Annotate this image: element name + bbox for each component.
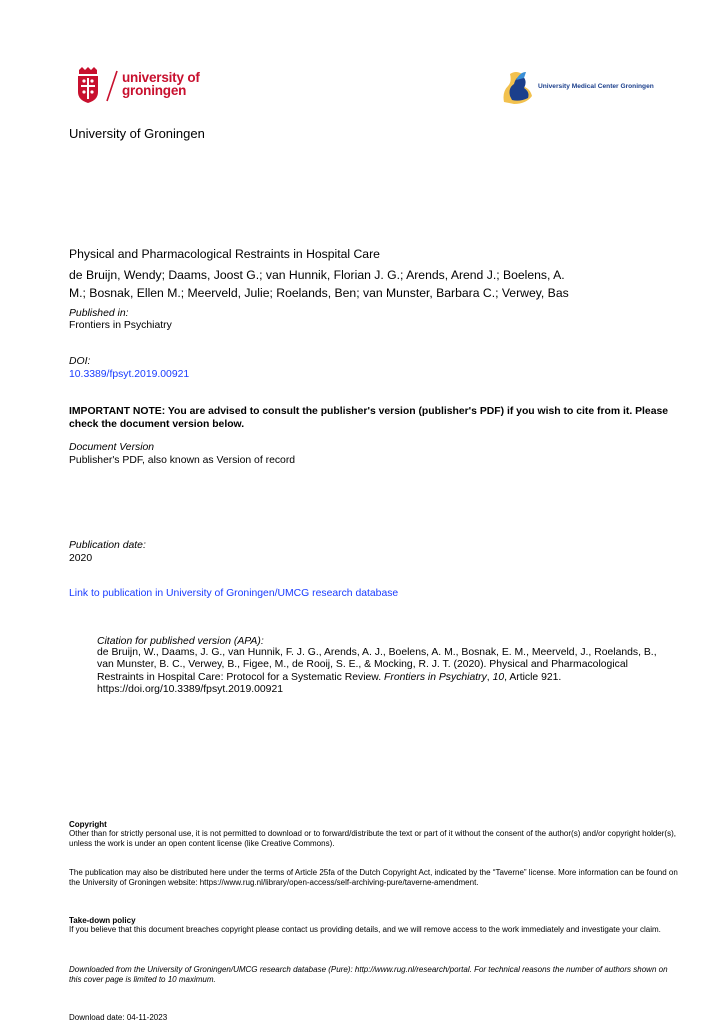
document-version-value: Publisher's PDF, also known as Version of record — [69, 455, 296, 466]
published-in-label: Published in: — [69, 308, 129, 319]
rug-wordmark-line2: groningen — [122, 83, 187, 98]
umcg-wordmark: University Medical Center Groningen — [538, 83, 654, 90]
citation-label: Citation for published version (APA): — [97, 636, 264, 647]
rug-wordmark — [122, 71, 200, 97]
citation-text — [97, 647, 667, 697]
publication-database-link[interactable]: Link to publication in University of Groningen/UMCG research database — [69, 588, 399, 599]
published-in-value: Frontiers in Psychiatry — [69, 320, 172, 331]
footer-note: Downloaded from the University of Groningen/UMCG research database (Pure): http://www.rug.nl/research/portal. For technical reasons the number of authors shown on this cover page is limited to 10 maximum. — [69, 965, 668, 984]
citation-part2: , Article 921. https://doi.org/10.3389/fpsyt.2019.00921 — [97, 671, 562, 696]
doi-label: DOI: — [69, 356, 91, 367]
important-note: IMPORTANT NOTE: You are advised to consult the publisher's version (publisher's PDF) if you wish to cite from it. Please check the document version below. — [69, 406, 669, 430]
takedown-text: If you believe that this document breaches copyright please contact us providing details, and we will remove access to the work immediately and investigate your claim. — [69, 925, 661, 934]
citation-separator: , — [486, 671, 493, 683]
download-date: Download date: 04-11-2023 — [69, 1013, 168, 1022]
publication-date-label: Publication date: — [69, 540, 146, 551]
rug-crest-icon — [76, 66, 100, 104]
publication-date-value: 2020 — [69, 553, 93, 564]
copyright-text: Other than for strictly personal use, it is not permitted to download or to forward/distribute the text or part of it without the consent of the author(s) and/or copyright holder(s), unless the work is under an open content license (like Creative Commons). — [69, 829, 676, 848]
takedown-heading: Take-down policy — [69, 916, 136, 925]
citation-journal: Frontiers in Psychiatry — [384, 671, 487, 683]
rug-logo — [76, 66, 216, 106]
authors-line-1: de Bruijn, Wendy; Daams, Joost G.; van Hunnik, Florian J. G.; Arends, Arend J.; Boelens, A. — [69, 268, 565, 282]
copyright-heading: Copyright — [69, 820, 107, 829]
publication-title: Physical and Pharmacological Restraints in Hospital Care — [69, 247, 380, 261]
citation-part1: de Bruijn, W., Daams, J. G., van Hunnik, F. J. G., Arends, A. J., Boelens, A. M., Bosnak, E. M., Meerveld, J., Roelands, B., van Munster, B. C., Verwey, B., Figee, M., de Rooij, S. E., & Mocking, R. J. T. (2020). Physical and Pharmacological Restraints in Hospital Care: Protocol for a Systematic Review. — [97, 647, 657, 683]
doi-link[interactable]: 10.3389/fpsyt.2019.00921 — [69, 369, 190, 380]
document-version-label: Document Version — [69, 442, 155, 453]
rug-slash-icon — [105, 70, 119, 102]
institution-name: University of Groningen — [69, 126, 205, 141]
authors-line-2: M.; Bosnak, Ellen M.; Meerveld, Julie; Roelands, Ben; van Munster, Barbara C.; Verwey, Bas — [69, 286, 569, 300]
taverne-text: The publication may also be distributed here under the terms of Article 25fa of the Dutch Copyright Act, indicated by the “Taverne” license. More information can be found on the University of Groningen website: https://www.rug.nl/library/open-access/self-archiving-pure/taverne-amendment. — [69, 868, 678, 887]
rug-wordmark-line1: university of — [122, 70, 200, 85]
umcg-logo — [500, 66, 660, 110]
citation-volume: 10 — [492, 671, 505, 683]
umcg-figure-icon — [500, 66, 534, 108]
